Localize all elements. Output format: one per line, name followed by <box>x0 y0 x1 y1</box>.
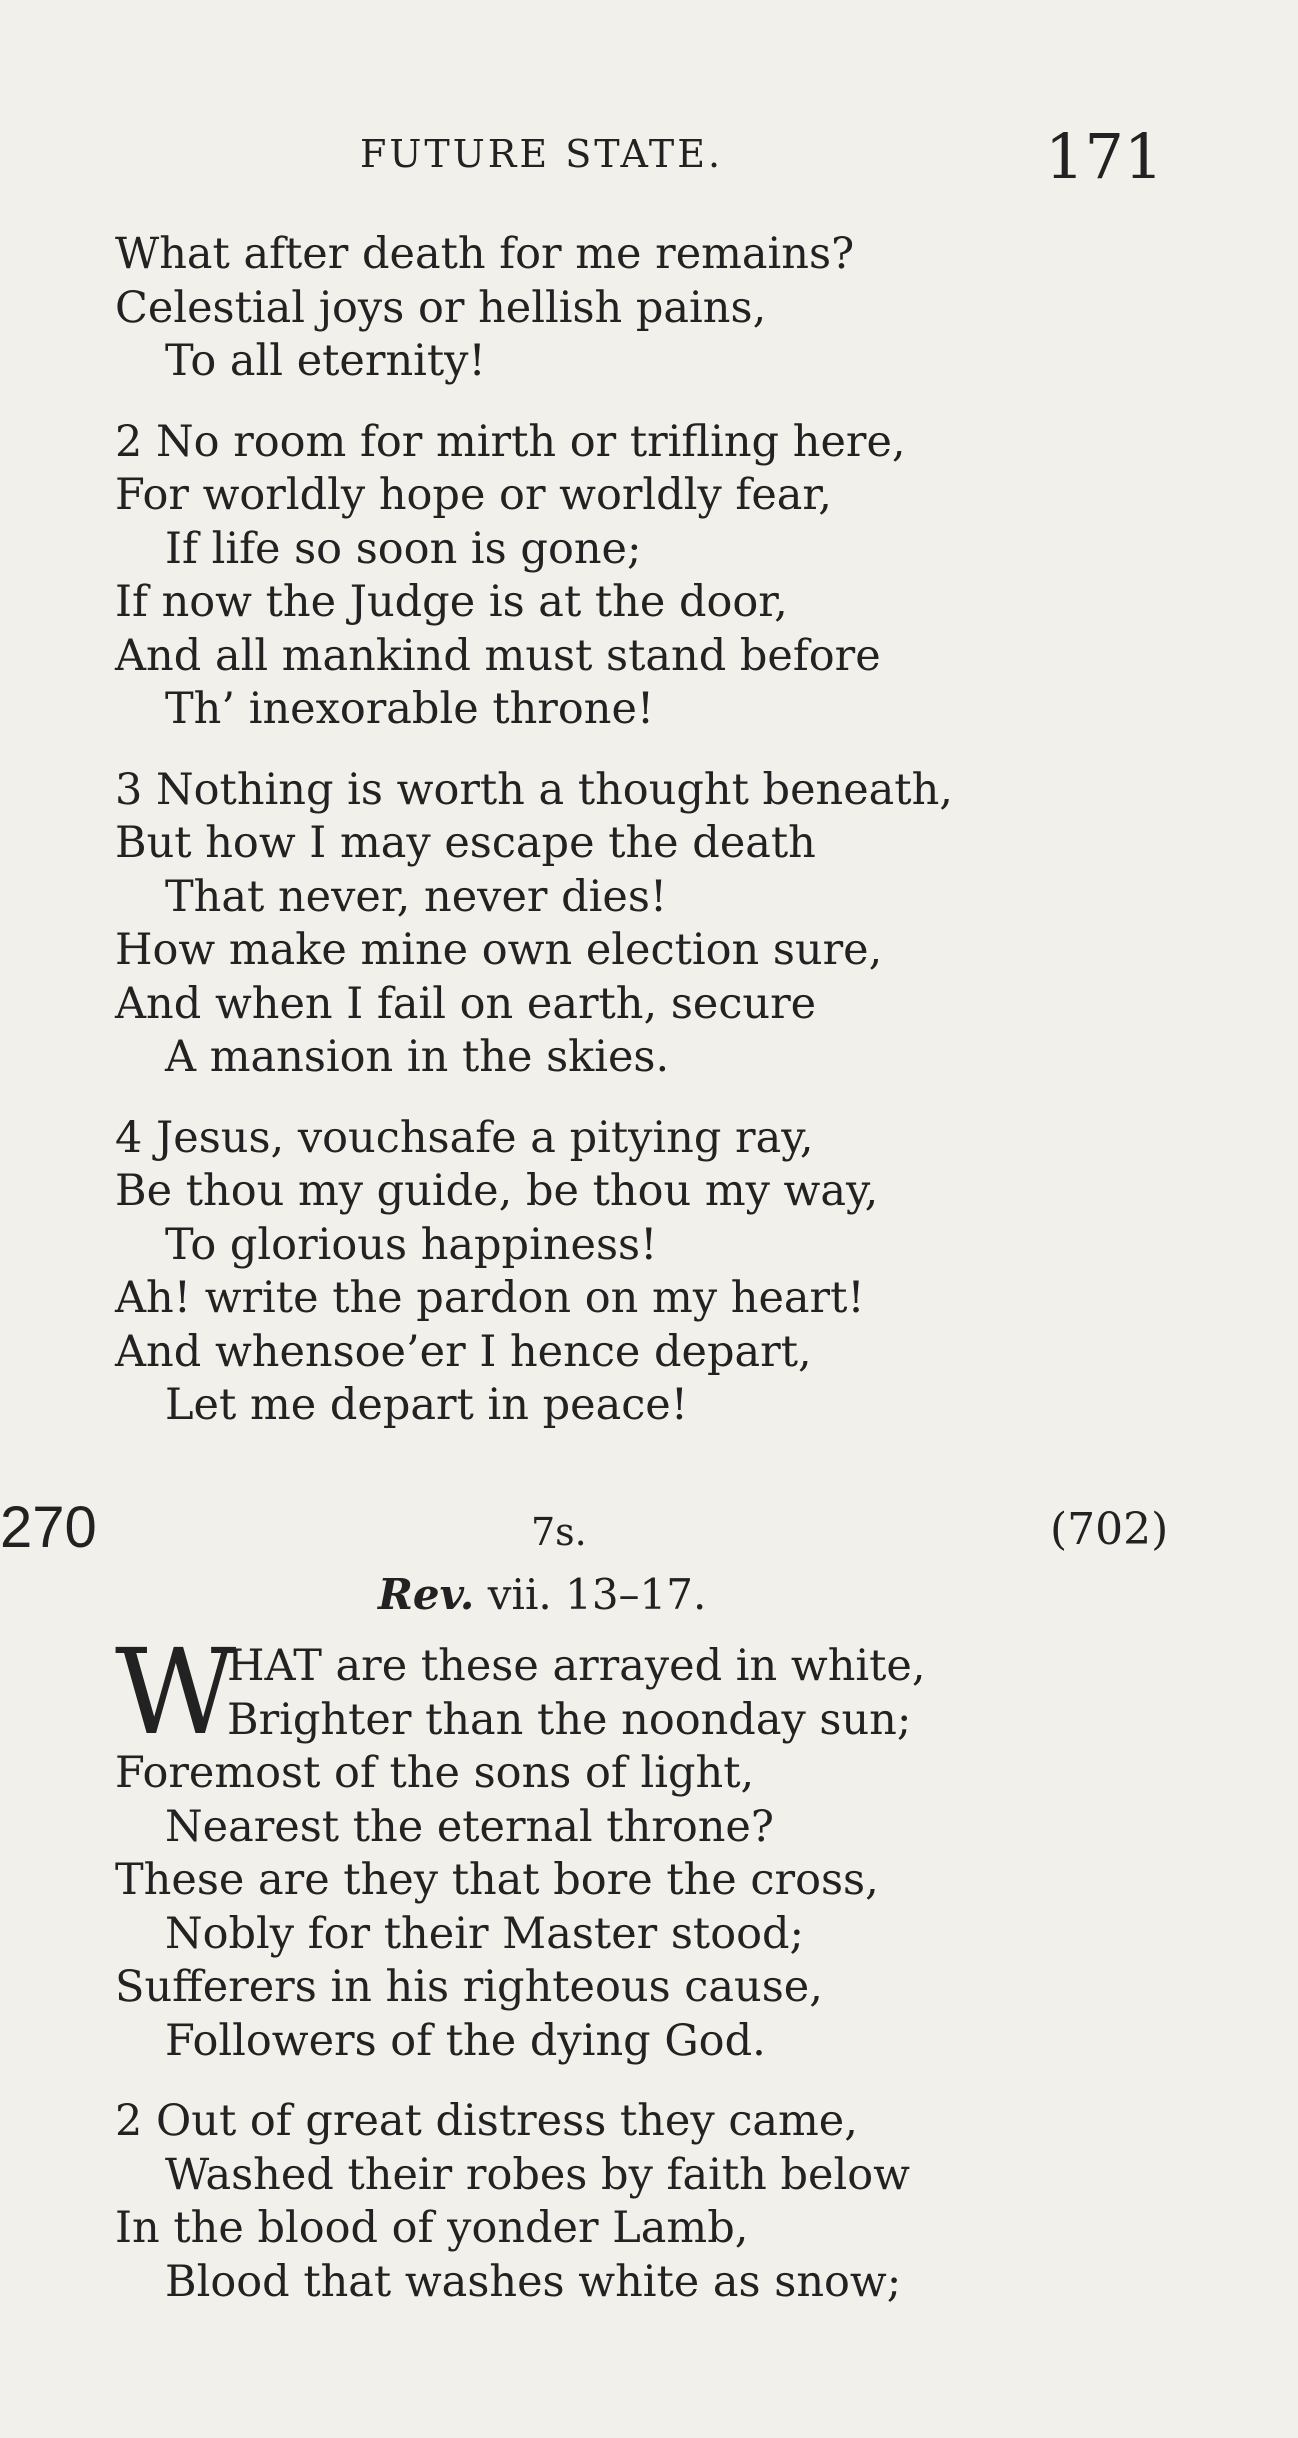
verse-line: Be thou my guide, be thou my way, <box>115 1166 879 1216</box>
running-head: FUTURE STATE. <box>360 132 724 176</box>
verse-line: Celestial joys or hellish pains, <box>115 282 767 333</box>
verse-line: Washed their robes by faith below <box>165 2149 910 2200</box>
verse-line: If now the Judge is at the door, <box>115 577 788 627</box>
verse-line: Followers of the dying God. <box>165 2015 766 2066</box>
verse-line: 4 Jesus, vouchsafe a pitying ray, <box>115 1112 814 1163</box>
hymn-heading <box>0 1495 1298 1560</box>
verse-line: If life so soon is gone; <box>165 523 642 574</box>
verse-line: Nobly for their Master stood; <box>165 1908 804 1959</box>
page-number: 171 <box>1045 120 1164 193</box>
verse-line: 3 Nothing is worth a thought beneath, <box>115 764 953 815</box>
hymn-meter: 7s. <box>531 1510 587 1554</box>
verse-line: Th’ inexorable throne! <box>165 684 655 734</box>
verse-line: How make mine own election sure, <box>115 925 883 975</box>
verse-line: And when I fail on earth, secure <box>115 978 817 1029</box>
verse-line: Foremost of the sons of light, <box>115 1748 755 1798</box>
verse-line: And all mankind must stand before <box>115 630 881 681</box>
hymn-270-text <box>115 1623 1255 2309</box>
verse-line: Brighter than the noonday sun; <box>227 1694 912 1745</box>
verse-line: In the blood of yonder Lamb, <box>115 2203 749 2253</box>
verse-line: For worldly hope or worldly fear, <box>115 470 832 520</box>
verse-line: Nearest the eternal throne? <box>165 1801 774 1852</box>
verse-line: Blood that washes white as snow; <box>165 2256 902 2307</box>
verse-line: Sufferers in his righteous cause, <box>115 1962 823 2012</box>
verse-line: But how I may escape the death <box>115 818 816 868</box>
verse-line: These are they that bore the cross, <box>115 1855 879 1905</box>
scripture-reference <box>378 1570 706 1619</box>
verse-line: 2 Out of great distress they came, <box>115 2096 858 2146</box>
scripture-book: Rev. <box>378 1570 475 1619</box>
verse-line: And whensoe’er I hence depart, <box>115 1326 812 1377</box>
hymn-number: 270 <box>0 1495 97 1560</box>
verse-line: What after death for me remains? <box>115 229 855 279</box>
drop-cap: W <box>115 1623 237 1761</box>
verse-line: To glorious happiness! <box>165 1219 658 1270</box>
hymn-269-continued <box>115 228 1255 1433</box>
verse-line: A mansion in the skies. <box>165 1032 670 1082</box>
page-header <box>0 120 1298 200</box>
verse-line: To all eternity! <box>165 336 486 386</box>
verse-line: Let me depart in peace! <box>165 1380 689 1430</box>
tune-reference: (702) <box>1050 1504 1169 1555</box>
verse-line: Ah! write the pardon on my heart! <box>115 1273 865 1323</box>
scripture-verses: vii. 13–17. <box>487 1570 707 1619</box>
verse-line: That never, never dies! <box>165 871 668 922</box>
verse-line: HAT are these arrayed in white, <box>227 1641 926 1691</box>
verse-line: 2 No room for mirth or trifling here, <box>115 416 906 467</box>
